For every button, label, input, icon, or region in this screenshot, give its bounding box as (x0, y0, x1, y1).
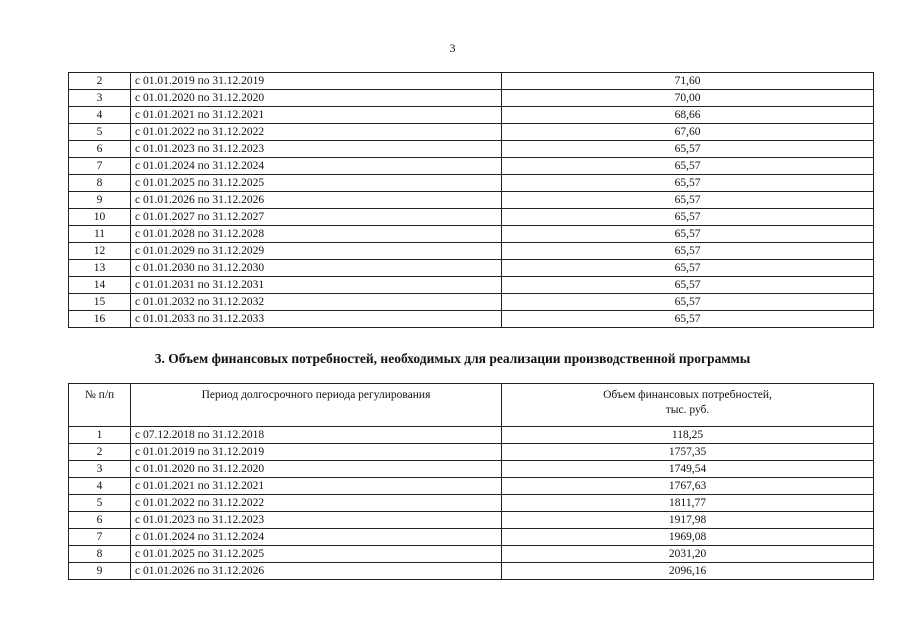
table-row (69, 90, 874, 107)
row-period: с 01.01.2033 по 31.12.2033 (131, 311, 502, 328)
row-period: с 01.01.2022 по 31.12.2022 (131, 495, 502, 512)
row-period: с 01.01.2024 по 31.12.2024 (131, 158, 502, 175)
row-num: 7 (69, 158, 131, 175)
row-num: 14 (69, 277, 131, 294)
row-period: с 01.01.2028 по 31.12.2028 (131, 226, 502, 243)
row-value: 1811,77 (502, 495, 874, 512)
row-value: 65,57 (502, 141, 874, 158)
table-row (69, 427, 874, 444)
row-value: 65,57 (502, 209, 874, 226)
financial-needs-table-body (69, 384, 874, 580)
section-title: 3. Объем финансовых потребностей, необходимых для реализации производственной программы (154, 351, 751, 366)
header-value-line1: Объем финансовых потребностей, (603, 389, 772, 401)
table-row (69, 192, 874, 209)
row-period: с 01.01.2024 по 31.12.2024 (131, 529, 502, 546)
tariff-table-body (69, 73, 874, 328)
header-value-line2: тыс. руб. (665, 404, 710, 416)
row-period: с 01.01.2026 по 31.12.2026 (131, 563, 502, 580)
row-num: 9 (69, 192, 131, 209)
table-row (69, 311, 874, 328)
row-period: с 01.01.2025 по 31.12.2025 (131, 175, 502, 192)
row-value: 65,57 (502, 226, 874, 243)
row-num: 9 (69, 563, 131, 580)
row-period: с 01.01.2026 по 31.12.2026 (131, 192, 502, 209)
row-value: 65,57 (502, 260, 874, 277)
row-period: с 01.01.2032 по 31.12.2032 (131, 294, 502, 311)
row-num: 3 (69, 461, 131, 478)
row-value: 65,57 (502, 158, 874, 175)
row-period: с 01.01.2025 по 31.12.2025 (131, 546, 502, 563)
row-period: с 01.01.2020 по 31.12.2020 (131, 461, 502, 478)
row-value: 65,57 (502, 243, 874, 260)
table-row (69, 461, 874, 478)
row-num: 2 (69, 73, 131, 90)
row-value: 65,57 (502, 311, 874, 328)
row-period: с 07.12.2018 по 31.12.2018 (131, 427, 502, 444)
row-num: 7 (69, 529, 131, 546)
table-header-row (69, 384, 874, 427)
table-row (69, 495, 874, 512)
row-period: с 01.01.2021 по 31.12.2021 (131, 107, 502, 124)
row-period: с 01.01.2023 по 31.12.2023 (131, 512, 502, 529)
row-value: 65,57 (502, 277, 874, 294)
row-period: с 01.01.2030 по 31.12.2030 (131, 260, 502, 277)
table-row (69, 141, 874, 158)
row-num: 4 (69, 478, 131, 495)
tariff-table (68, 72, 874, 328)
table-row (69, 444, 874, 461)
row-num: 4 (69, 107, 131, 124)
page-number: 3 (449, 41, 456, 55)
row-period: с 01.01.2031 по 31.12.2031 (131, 277, 502, 294)
row-value: 65,57 (502, 294, 874, 311)
table-row (69, 209, 874, 226)
table-row (69, 563, 874, 580)
row-num: 3 (69, 90, 131, 107)
table-row (69, 226, 874, 243)
row-num: 8 (69, 175, 131, 192)
table-row (69, 478, 874, 495)
row-value: 1757,35 (502, 444, 874, 461)
row-period: с 01.01.2029 по 31.12.2029 (131, 243, 502, 260)
row-period: с 01.01.2023 по 31.12.2023 (131, 141, 502, 158)
row-period: с 01.01.2027 по 31.12.2027 (131, 209, 502, 226)
row-value: 2096,16 (502, 563, 874, 580)
table-row (69, 260, 874, 277)
row-num: 13 (69, 260, 131, 277)
table-row (69, 277, 874, 294)
row-period: с 01.01.2019 по 31.12.2019 (131, 444, 502, 461)
row-num: 1 (69, 427, 131, 444)
row-num: 6 (69, 512, 131, 529)
header-value (502, 384, 874, 427)
row-value: 1767,63 (502, 478, 874, 495)
row-value: 1917,98 (502, 512, 874, 529)
row-num: 8 (69, 546, 131, 563)
table-row (69, 124, 874, 141)
table-row (69, 294, 874, 311)
table-row (69, 158, 874, 175)
table-row (69, 529, 874, 546)
row-num: 2 (69, 444, 131, 461)
row-value: 1969,08 (502, 529, 874, 546)
row-num: 10 (69, 209, 131, 226)
row-period: с 01.01.2022 по 31.12.2022 (131, 124, 502, 141)
financial-needs-table (68, 383, 874, 580)
row-num: 5 (69, 124, 131, 141)
row-num: 5 (69, 495, 131, 512)
row-period: с 01.01.2019 по 31.12.2019 (131, 73, 502, 90)
table-row (69, 546, 874, 563)
row-num: 15 (69, 294, 131, 311)
row-value: 67,60 (502, 124, 874, 141)
row-value: 71,60 (502, 73, 874, 90)
row-value: 65,57 (502, 175, 874, 192)
header-period: Период долгосрочного периода регулирования (131, 384, 502, 427)
row-value: 65,57 (502, 192, 874, 209)
table-row (69, 512, 874, 529)
row-value: 2031,20 (502, 546, 874, 563)
row-value: 70,00 (502, 90, 874, 107)
row-num: 12 (69, 243, 131, 260)
table-row (69, 243, 874, 260)
row-value: 1749,54 (502, 461, 874, 478)
table-row (69, 175, 874, 192)
row-num: 11 (69, 226, 131, 243)
row-period: с 01.01.2020 по 31.12.2020 (131, 90, 502, 107)
header-num: № п/п (69, 384, 131, 427)
row-num: 6 (69, 141, 131, 158)
row-period: с 01.01.2021 по 31.12.2021 (131, 478, 502, 495)
table-row (69, 107, 874, 124)
table-row (69, 73, 874, 90)
row-value: 118,25 (502, 427, 874, 444)
row-num: 16 (69, 311, 131, 328)
row-value: 68,66 (502, 107, 874, 124)
